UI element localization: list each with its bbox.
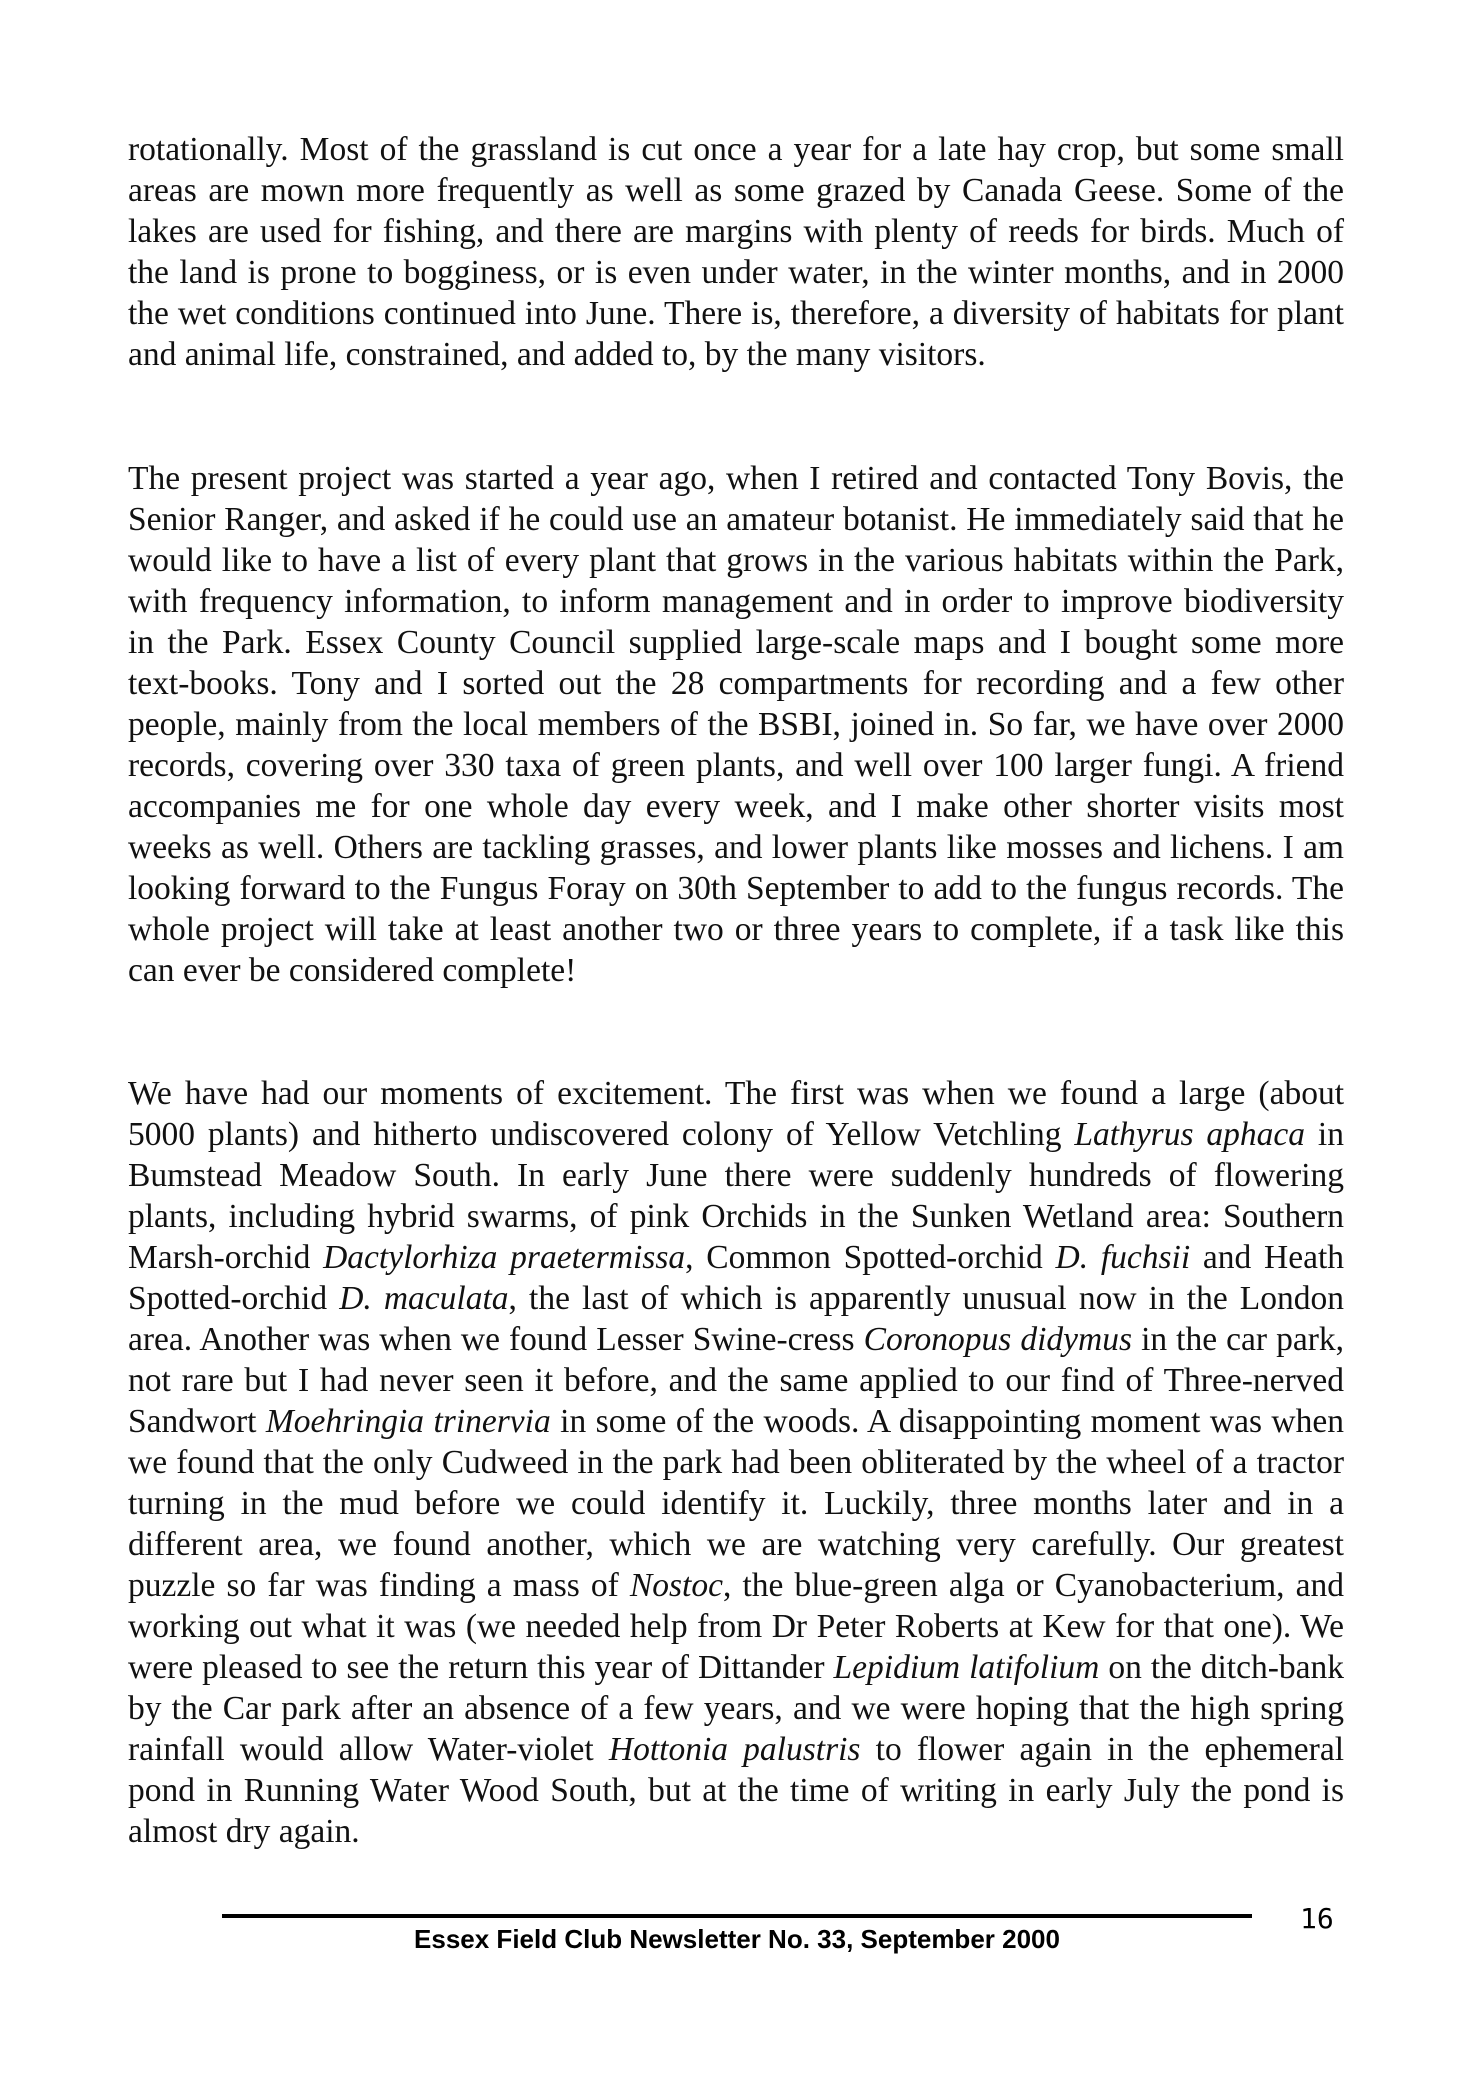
text-run: We have had our moments of excitement. The first was when we found a large (about 5000 plants) and hitherto undiscovered colony of Yellow Vetchling: [128, 1075, 1344, 1153]
species-name: Coronopus didymus: [863, 1321, 1133, 1358]
text-run: in some of the woods. A disappointing moment was when we found that the only Cudweed in the park had been obliterated by the wheel of a tractor turning in the mud before we could identify it. Luckily, three months later and in a different area, we found another, which we are watching very carefully. Our greatest puzzle so far was finding a mass of: [128, 1403, 1344, 1604]
text-run: on the ditch-bank by the Car park after an absence of a few years, and we were hoping that the high spring rainfall would allow Water-violet: [128, 1649, 1344, 1768]
species-name: Lathyrus aphaca: [1074, 1116, 1306, 1153]
text-run: rotationally. Most of the grassland is cut once a year for a late hay crop, but some small areas are mown more frequently as well as some grazed by Canada Geese. Some of the lakes are used for fishing, and there are margins with plenty of reeds for birds. Much of the land is prone to bogginess, or is even under water, in the winter months, and in 2000 the wet conditions continued into June. There is, therefore, a diversity of habitats for plant and animal life, constrained, and added to, by the many visitors.: [128, 131, 1344, 373]
text-run: , Common Spotted-orchid: [685, 1239, 1056, 1276]
species-name: Lepidium latifolium: [833, 1649, 1100, 1686]
text-run: , the last of which is apparently unusual now in the London area. Another was when we found Lesser Swine-cress: [128, 1280, 1344, 1358]
body-paragraph-3: [128, 1073, 1344, 1852]
species-name: D. maculata: [339, 1280, 509, 1317]
text-run: to flower again in the ephemeral pond in Running Water Wood South, but at the time of writing in early July the pond is almost dry again.: [128, 1731, 1344, 1850]
species-name: D. fuchsii: [1055, 1239, 1191, 1276]
text-run: and Heath Spotted-orchid: [128, 1239, 1345, 1317]
text-run: , the blue-green alga or Cyanobacterium, and working out what it was (we needed help from Dr Peter Roberts at Kew for that one). We were pleased to see the return this year of Dittander: [128, 1567, 1344, 1686]
body-paragraph-1: [128, 129, 1344, 375]
footer-publication: Essex Field Club Newsletter No. 33, September 2000: [414, 1924, 1060, 1954]
body-paragraph-2: [128, 458, 1344, 991]
text-run: in Bumstead Meadow South. In early June there were suddenly hundreds of flowering plants, including hybrid swarms, of pink Orchids in the Sunken Wetland area: Southern Marsh-orchid: [128, 1116, 1344, 1276]
text-run: in the car park, not rare but I had never seen it before, and the same applied to our find of Three-nerved Sandwort: [128, 1321, 1345, 1440]
page-number: 16: [1300, 1902, 1334, 1935]
species-name: Dactylorhiza praetermissa: [323, 1239, 686, 1276]
species-name: Moehringia trinervia: [265, 1403, 551, 1440]
species-name: Hottonia palustris: [608, 1731, 861, 1768]
text-run: The present project was started a year ago, when I retired and contacted Tony Bovis, the Senior Ranger, and asked if he could use an amateur botanist. He immediately said that he would like to have a list of every plant that grows in the various habitats within the Park, with frequency information, to inform management and in order to improve biodiversity in the Park. Essex County Council supplied large-scale maps and I bought some more text-books. Tony and I sorted out the 28 compartments for recording and a few other people, mainly from the local members of the BSBI, joined in. So far, we have over 2000 records, covering over 330 taxa of green plants, and well over 100 larger fungi. A friend accompanies me for one whole day every week, and I make other shorter visits most weeks as well. Others are tackling grasses, and lower plants like mosses and lichens. I am looking forward to the Fungus Foray on 30th September to add to the fungus records. The whole project will take at least another two or three years to complete, if a task like this can ever be considered complete!: [128, 460, 1344, 989]
species-name: Nostoc: [629, 1567, 723, 1604]
footer-rule: [222, 1914, 1252, 1918]
